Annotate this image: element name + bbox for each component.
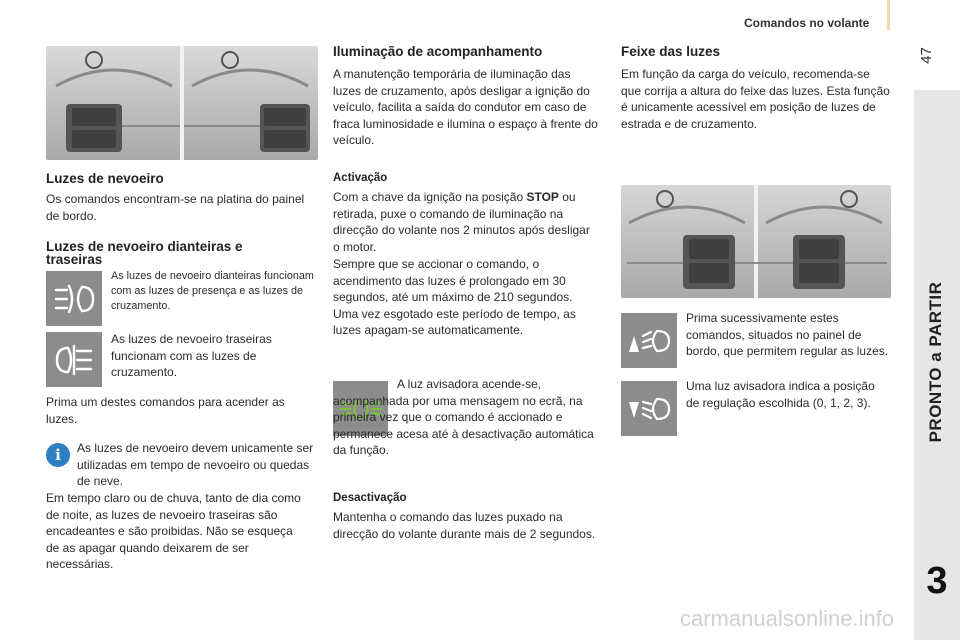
warning-light-text: A luz avisadora acende-se, acompanhada por uma mensagem no ecrã, na primeira vez que o comando é accionado e permanece acesa até à desactivação automática da função. bbox=[333, 377, 594, 458]
activation-text-pre: Com a chave da ignição na posição bbox=[333, 190, 527, 204]
fog-lights-title: Luzes de nevoeiro bbox=[46, 171, 164, 186]
front-rear-fog-title: Luzes de nevoeiro dianteiras e traseiras bbox=[46, 239, 243, 267]
page-number: 47 bbox=[917, 47, 935, 64]
beam-height-intro: Em função da carga do veículo, recomenda-se que corrija a altura do feixe das luzes. Esta função é unicamente acessível em posição de luzes de estrada e de cruzamento. bbox=[621, 67, 890, 131]
chapter-title: PRONTO a PARTIR bbox=[926, 281, 945, 443]
press-instruction: Prima um destes comandos para acender as luzes. bbox=[46, 395, 285, 426]
rear-fog-description: As luzes de nevoeiro traseiras funcionam com as luzes de cruzamento. bbox=[111, 332, 272, 380]
beam-down-icon bbox=[621, 381, 677, 436]
fog-lights-intro: Os comandos encontram-se na platina do painel de bordo. bbox=[46, 192, 305, 223]
activation-text-post: ou retirada, puxe o comando de iluminação na direcção do volante nos 2 minutos após desligar o motor. bbox=[333, 190, 590, 254]
follow-me-home-intro: A manutenção temporária de iluminação das luzes de cruzamento, após desligar a ignição do veículo, facilita a saída do condutor em caso de fraca luminosidade e ilumina o espaço à frente do veículo. bbox=[333, 67, 598, 148]
section-header: Comandos no volante bbox=[744, 16, 870, 30]
info-note: As luzes de nevoeiro devem unicamente ser utilizadas em tempo de nevoeiro ou quedas de neve. bbox=[77, 441, 314, 489]
activation-text bbox=[333, 189, 598, 255]
beam-height-title: Feixe das luzes bbox=[621, 44, 721, 59]
weather-warning: Em tempo claro ou de chuva, tanto de dia como de noite, as luzes de nevoeiro traseiras são encadeantes e são proibidas. Não se esqueça de as apagar quando deixarem de ser necessárias. bbox=[46, 491, 301, 572]
front-fog-icon bbox=[46, 271, 102, 326]
stop-keyword: STOP bbox=[526, 190, 559, 204]
front-fog-description: As luzes de nevoeiro dianteiras funcionam com as luzes de presença e as luzes de cruzamento. bbox=[111, 270, 314, 312]
beam-adjust-controls-photo bbox=[621, 185, 891, 298]
beam-indicator-text: Uma luz avisadora indica a posição de regulação escolhida (0, 1, 2, 3). bbox=[686, 379, 875, 410]
beam-press-instruction: Prima sucessivamente estes comandos, situados no painel de bordo, que permitem regular as luzes. bbox=[686, 311, 889, 359]
info-icon: i bbox=[46, 443, 70, 467]
follow-me-home-title: Iluminação de acompanhamento bbox=[333, 44, 543, 59]
deactivation-text: Mantenha o comando das luzes puxado na direcção do volante durante mais de 2 segundos. bbox=[333, 510, 596, 541]
watermark: carmanualsonline.info bbox=[680, 606, 895, 631]
header-accent-line bbox=[887, 0, 890, 30]
chapter-number: 3 bbox=[926, 560, 948, 602]
activation-more: Sempre que se accionar o comando, o acendimento das luzes é prolongado em 30 segundos, até um máximo de 210 segundos. Uma vez esgotado este período de tempo, as luzes apagam-se automaticamente. bbox=[333, 257, 576, 338]
activation-label: Activação bbox=[333, 172, 388, 184]
rear-fog-icon bbox=[46, 332, 102, 387]
deactivation-label: Desactivação bbox=[333, 492, 407, 504]
beam-up-icon bbox=[621, 313, 677, 368]
fog-lights-controls-photo bbox=[46, 46, 318, 160]
